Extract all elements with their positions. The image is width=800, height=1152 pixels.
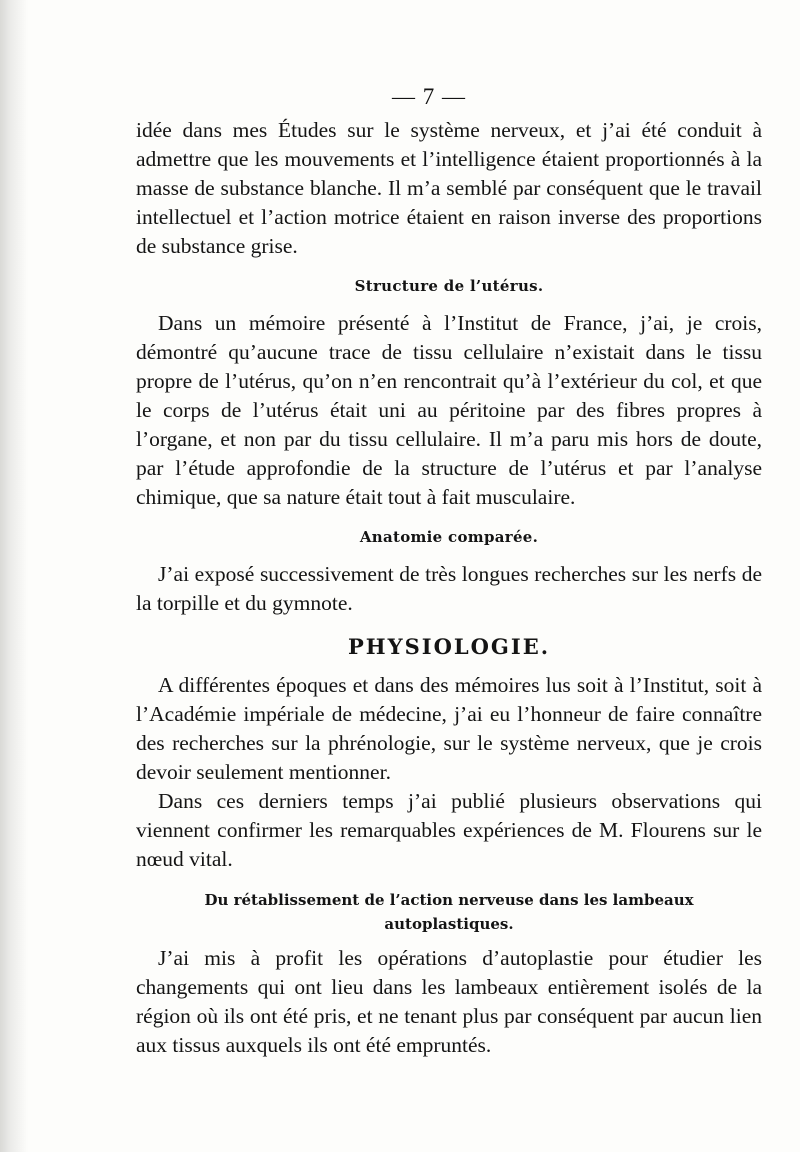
paragraph-structure-uterus: Dans un mémoire présenté à l’Institut de France, j’ai, je crois, démontré qu’aucune trace de tissu cellulaire n’existait dans le tissu propre de l’utérus, qu’on n’en rencontrait qu’à l’extérieur du col, et que le corps de l’utérus était uni au péritoine par des fibres propres à l’organe, et non par du tissu cellulaire. Il m’a paru mis hors de doute, par l’étude approfondie de la structure de l’utérus et par l’analyse chimique, que sa nature était tout à fait musculaire. <box>136 311 762 509</box>
binding-gutter-shadow <box>0 0 28 1152</box>
paragraph-autoplastie: J’ai mis à profit les opérations d’autoplastie pour étudier les changements qui ont lieu dans les lambeaux entièrement isolés de la région où ils ont été pris, et ne tenant plus par conséquent par aucun lien aux tissus auxquels ils ont été empruntés. <box>136 946 762 1057</box>
heading-retablissement-line-1: Du rétablissement de l’action nerveuse dans les lambeaux <box>204 891 694 909</box>
page-number: — 7 — <box>392 84 466 109</box>
heading-anatomie-comparee: Anatomie comparée. <box>359 528 539 546</box>
paragraph-physiologie-1: A différentes époques et dans des mémoires lus soit à l’Institut, soit à l’Académie impériale de médecine, j’ai eu l’honneur de faire connaître des recherches sur la phrénologie, sur le système nerveux, que je crois devoir seulement mentionner. <box>136 673 762 784</box>
intro-paragraph: idée dans mes Études sur le système nerveux, et j’ai été conduit à admettre que les mouvements et l’intelligence étaient proportionnés à la masse de substance blanche. Il m’a semblé par conséquent que le travail intellectuel et l’action motrice étaient en raison inverse des proportions de substance grise. <box>136 118 762 258</box>
paragraph-physiologie-2: Dans ces derniers temps j’ai publié plusieurs observations qui viennent confirmer les remarquables expériences de M. Flourens sur le nœud vital. <box>136 789 762 871</box>
paragraph-anatomie-comparee: J’ai exposé successivement de très longues recherches sur les nerfs de la torpille et du gymnote. <box>136 562 762 615</box>
heading-structure-uterus: Structure de l’utérus. <box>354 277 544 295</box>
heading-physiologie: PHYSIOLOGIE. <box>347 634 551 659</box>
heading-retablissement-line-2: autoplastiques. <box>384 915 514 933</box>
text-column <box>136 84 762 1060</box>
heading-retablissement-action-nerveuse <box>136 888 762 936</box>
